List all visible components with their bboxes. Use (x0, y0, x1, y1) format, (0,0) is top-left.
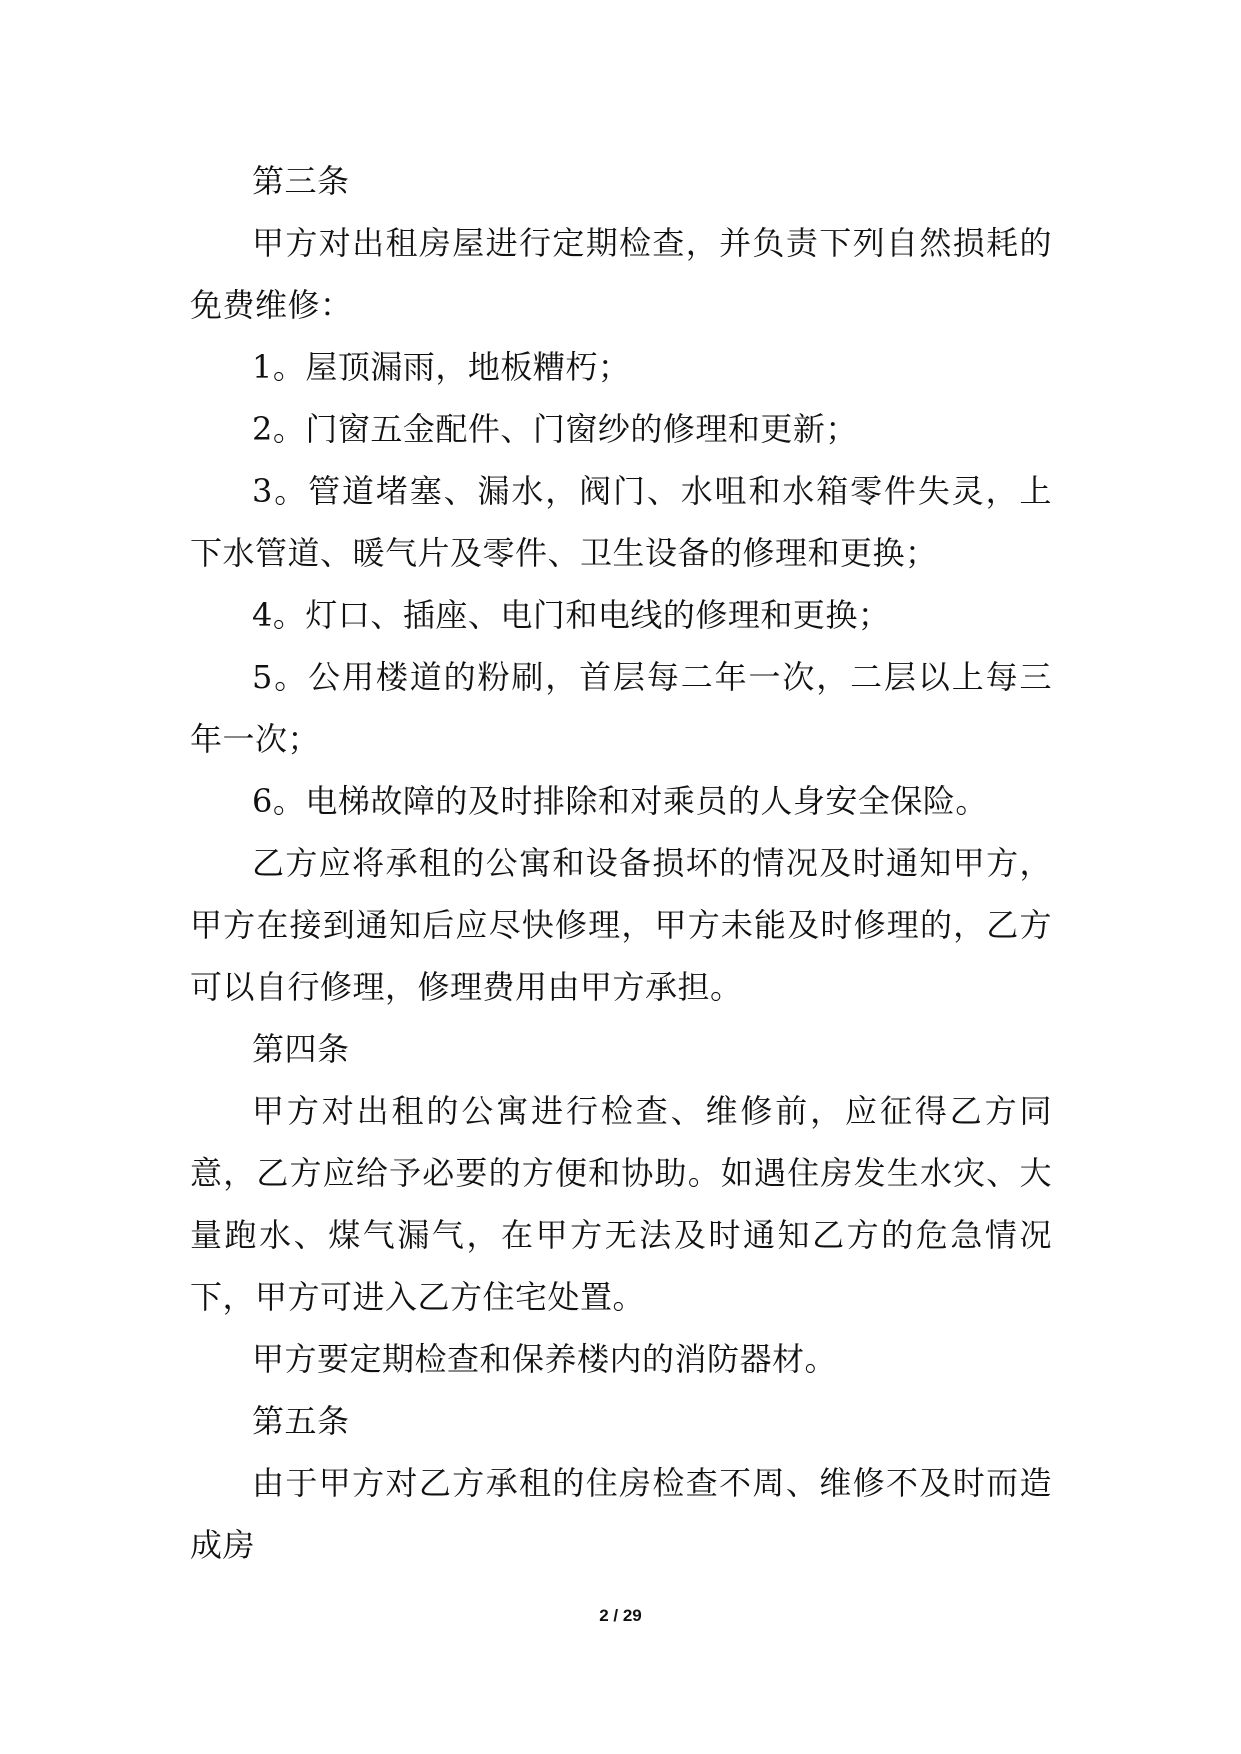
article-heading: 第五条 (252, 1402, 350, 1440)
paragraph: 由于甲方对乙方承租的住房检查不周、维修不及时而造成房 (190, 1464, 1052, 1564)
article-heading: 第四条 (252, 1030, 350, 1068)
document-body (190, 150, 1052, 1576)
list-item: 5。公用楼道的粉刷，首层每二年一次，二层以上每三年一次； (190, 658, 1052, 758)
list-item: 3。管道堵塞、漏水，阀门、水咀和水箱零件失灵，上下水管道、暖气片及零件、卫生设备的修理和更换； (190, 472, 1052, 572)
article-heading: 第三条 (252, 162, 350, 200)
page-number: 2 / 29 (599, 1606, 642, 1625)
list-item: 4。灯口、插座、电门和电线的修理和更换； (252, 596, 891, 634)
paragraph: 乙方应将承租的公寓和设备损坏的情况及时通知甲方，甲方在接到通知后应尽快修理，甲方未能及时修理的，乙方可以自行修理，修理费用由甲方承担。 (190, 844, 1052, 1006)
list-item: 6。电梯故障的及时排除和对乘员的人身安全保险。 (252, 782, 988, 820)
paragraph: 甲方对出租的公寓进行检查、维修前，应征得乙方同意，乙方应给予必要的方便和协助。如遇住房发生水灾、大量跑水、煤气漏气，在甲方无法及时通知乙方的危急情况下，甲方可进入乙方住宅处置。 (190, 1092, 1052, 1316)
list-item: 2。门窗五金配件、门窗纱的修理和更新； (252, 410, 858, 448)
paragraph: 甲方要定期检查和保养楼内的消防器材。 (252, 1340, 838, 1378)
list-item: 1。屋顶漏雨，地板糟朽； (252, 348, 631, 386)
paragraph: 甲方对出租房屋进行定期检查，并负责下列自然损耗的免费维修： (190, 224, 1052, 324)
